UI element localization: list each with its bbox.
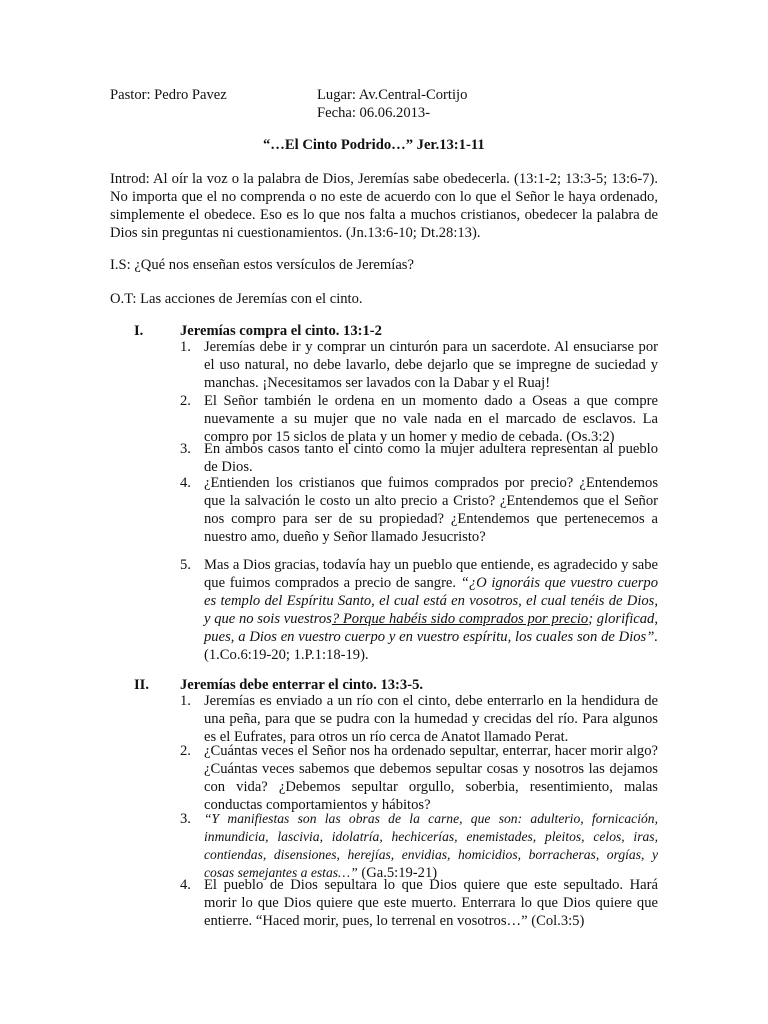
section-2-item-3 [204,810,658,882]
item-5-quote-start: “¿O ignoráis que vuestro cuerpo es templo del Espíritu Santo, el cual está en vosotros, el cual tenéis de Dios, y que no sois vuestros [204,575,659,627]
item-5-quote-end: ; glorificad, pues, a Dios en vuestro cuerpo y en vuestro espíritu, los cuales son de Dios”. [204,611,658,645]
intro-paragraph: Introd: Al oír la voz o la palabra de Dios, Jeremías sabe obedecerla. (13:1-2; 13:3-5; 13:6-7). No importa que el no comprenda o no este de acuerdo con lo que el Señor le haya ordenado, simplemente el obedece. Eso es lo que nos falta a muchos cristianos, obedecer la palabra de Dios sin preguntas ni cuestionamientos. (Jn.13:6-10; Dt.28:13). [110,171,658,241]
section-2-item-2: ¿Cuántas veces el Señor nos ha ordenado sepultar, enterrar, hacer morir algo? ¿Cuántas veces sabemos que debemos sepultar cosas y nosotros las dejamos con vida? ¿Debemos sepultar orgullo, soberbia, resentimiento, malas conductas comportamientos y hábitos? [204,743,658,813]
section-2-item-1-number: 1. [180,693,191,709]
section-2-item-2-number: 2. [180,743,191,759]
section-1-heading: Jeremías compra el cinto. 13:1-2 [180,323,382,339]
section-1-item-2: El Señor también le ordena en un momento dado a Oseas a que compre nuevamente a su mujer que no vale nada en el marcado de esclavos. La compro por 15 siclos de plata y un homer y medio de cebada. (Os.3:2) [204,393,658,445]
section-2-item-1: Jeremías es enviado a un río con el cinto, debe enterrarlo en la hendidura de una peña, para que se pudra con la humedad y crecidas del río. Para algunos es el Eufrates, para otros un río cerca de Anatot llamado Perat. [204,693,658,745]
ot-line: O.T: Las acciones de Jeremías con el cinto. [110,291,363,307]
item-5-text: Mas a Dios gracias, todavía hay un pueblo que entiende, es agradecido y sabe que fuimos comprados a precio de sangre. [204,557,658,591]
lugar-line: Lugar: Av.Central-Cortijo [317,87,468,103]
item-5-reference: (1.Co.6:19-20; 1.P.1:18-19). [204,647,369,663]
section-2-number: II. [134,677,150,693]
section-1-item-1: Jeremías debe ir y comprar un cinturón para un sacerdote. Al ensuciarse por el uso natural, no debe lavarlo, debe dejarlo que se impregne de suciedad y manchas. ¡Necesitamos ser lavados con la Dabar y el Ruaj! [204,339,658,391]
section-1-item-3-number: 3. [180,441,191,457]
section-1-item-3: En ambos casos tanto el cinto como la mujer adultera representan al pueblo de Dios. [204,441,658,475]
section-1-number: I. [134,323,144,339]
fecha-line: Fecha: 06.06.2013- [317,105,431,121]
section-1-item-4: ¿Entienden los cristianos que fuimos comprados por precio? ¿Entendemos que la salvación le costo un alto precio a Cristo? ¿Entendemos que el Señor nos compro para ser de su propiedad? ¿Entendemos que pertenecemos a nuestro amo, dueño y Señor llamado Jesucristo? [204,475,658,545]
item-5-quote-underlined: ? Porque habéis sido comprados por precio [331,611,589,627]
document-title: “…El Cinto Podrido…” Jer.13:1-11 [263,137,485,153]
section-2-item-4: El pueblo de Dios sepultara lo que Dios quiere que este sepultado. Hará morir lo que Dios quiere que este muerto. Enterrara lo que Dios quiere que entierre. “Haced morir, pues, lo terrenal en vosotros…” (Col.3:5) [204,877,658,929]
is-line: I.S: ¿Qué nos enseñan estos versículos de Jeremías? [110,257,414,273]
section-2-item-3-number: 3. [180,811,191,827]
item-3-quote: “Y manifiestas son las obras de la carne, que son: adulterio, fornicación, inmundicia, lascivia, idolatría, hechicerías, enemistades, pleitos, celos, iras, contiendas, disensiones, herejías, envidias, homicidios, borracheras, orgías, y cosas semejantes a estas…” [204,811,658,880]
item-3-reference: (Ga.5:19-21) [357,865,438,881]
section-2-item-4-number: 4. [180,877,191,893]
section-1-item-4-number: 4. [180,475,191,491]
section-1-item-5 [204,556,658,664]
pastor-line: Pastor: Pedro Pavez [110,87,227,103]
section-1-item-2-number: 2. [180,393,191,409]
section-2-heading: Jeremías debe enterrar el cinto. 13:3-5. [180,677,424,693]
section-1-item-5-number: 5. [180,557,191,573]
section-1-item-1-number: 1. [180,339,191,355]
